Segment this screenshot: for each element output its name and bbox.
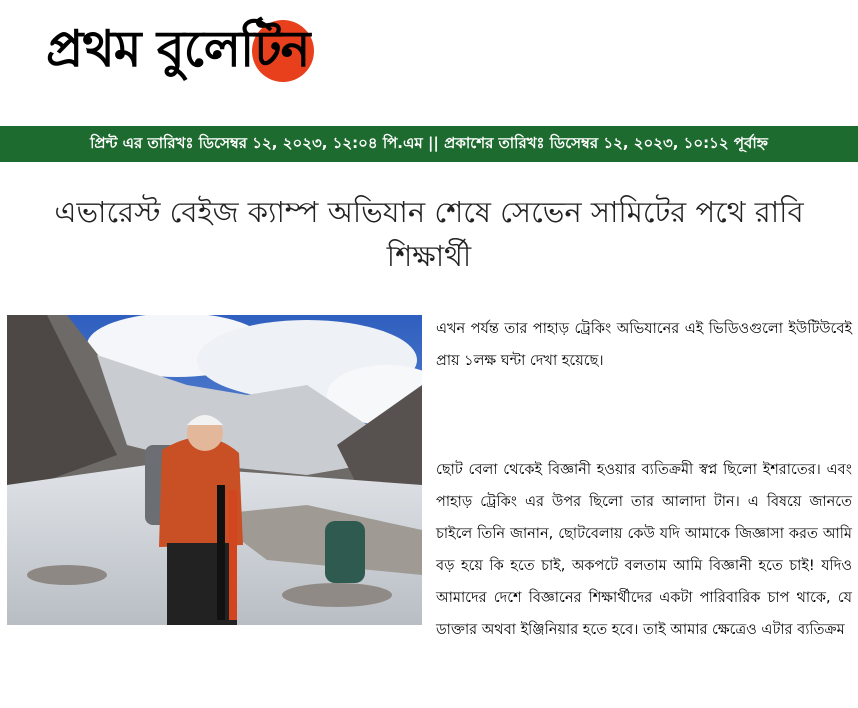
article-photo: [7, 315, 422, 625]
masthead: [0, 0, 858, 126]
article-headline: এভারেস্ট বেইজ ক্যাম্প অভিযান শেষে সেভেন সামিটের পথে রাবি শিক্ষার্থী: [54, 195, 804, 273]
climber-photo-illustration: [7, 315, 422, 625]
site-logo[interactable]: [46, 14, 476, 98]
article-paragraph: এখন পর্যন্ত তার পাহাড় ট্রেকিং অভিযানের এই ভিডিওগুলো ইউটিউবেই প্রায় ১লক্ষ ঘন্টা দেখা হয়েছে।: [436, 321, 852, 369]
date-bar-text: প্রিন্ট এর তারিখঃ ডিসেম্বর ১২, ২০২৩, ১২:০৪ পি.এম || প্রকাশের তারিখঃ ডিসেম্বর ১২, ২০২৩, ১০:১২ পূর্বাহ্ন: [90, 133, 768, 152]
logo-text: প্রথম বুলেটিন: [46, 20, 310, 78]
article-paragraph: ছোট বেলা থেকেই বিজ্ঞানী হওয়ার ব্যতিক্রমী স্বপ্ন ছিলো ইশরাতের। এবং পাহাড় ট্রেকিং এর উপর ছিলো তার আলাদা টান। এ বিষয়ে জানতে চাইলে তিনি জানান, ছোটবেলায় কেউ যদি আমাকে জিজ্ঞাসা করত আমি বড় হয়ে কি হতে চাই, অকপটে বলতাম আমি বিজ্ঞানী হতে চাই! যদিও আমাদের দেশে বিজ্ঞানের শিক্ষার্থীদের একটা পারিবারিক চাপ থাকে, যে ডাক্তার অথবা ইঞ্জিনিয়ার হতে হবে। তাই আমার ক্ষেত্রেও এটার ব্যতিক্রম: [436, 462, 852, 638]
date-bar: [0, 126, 858, 162]
